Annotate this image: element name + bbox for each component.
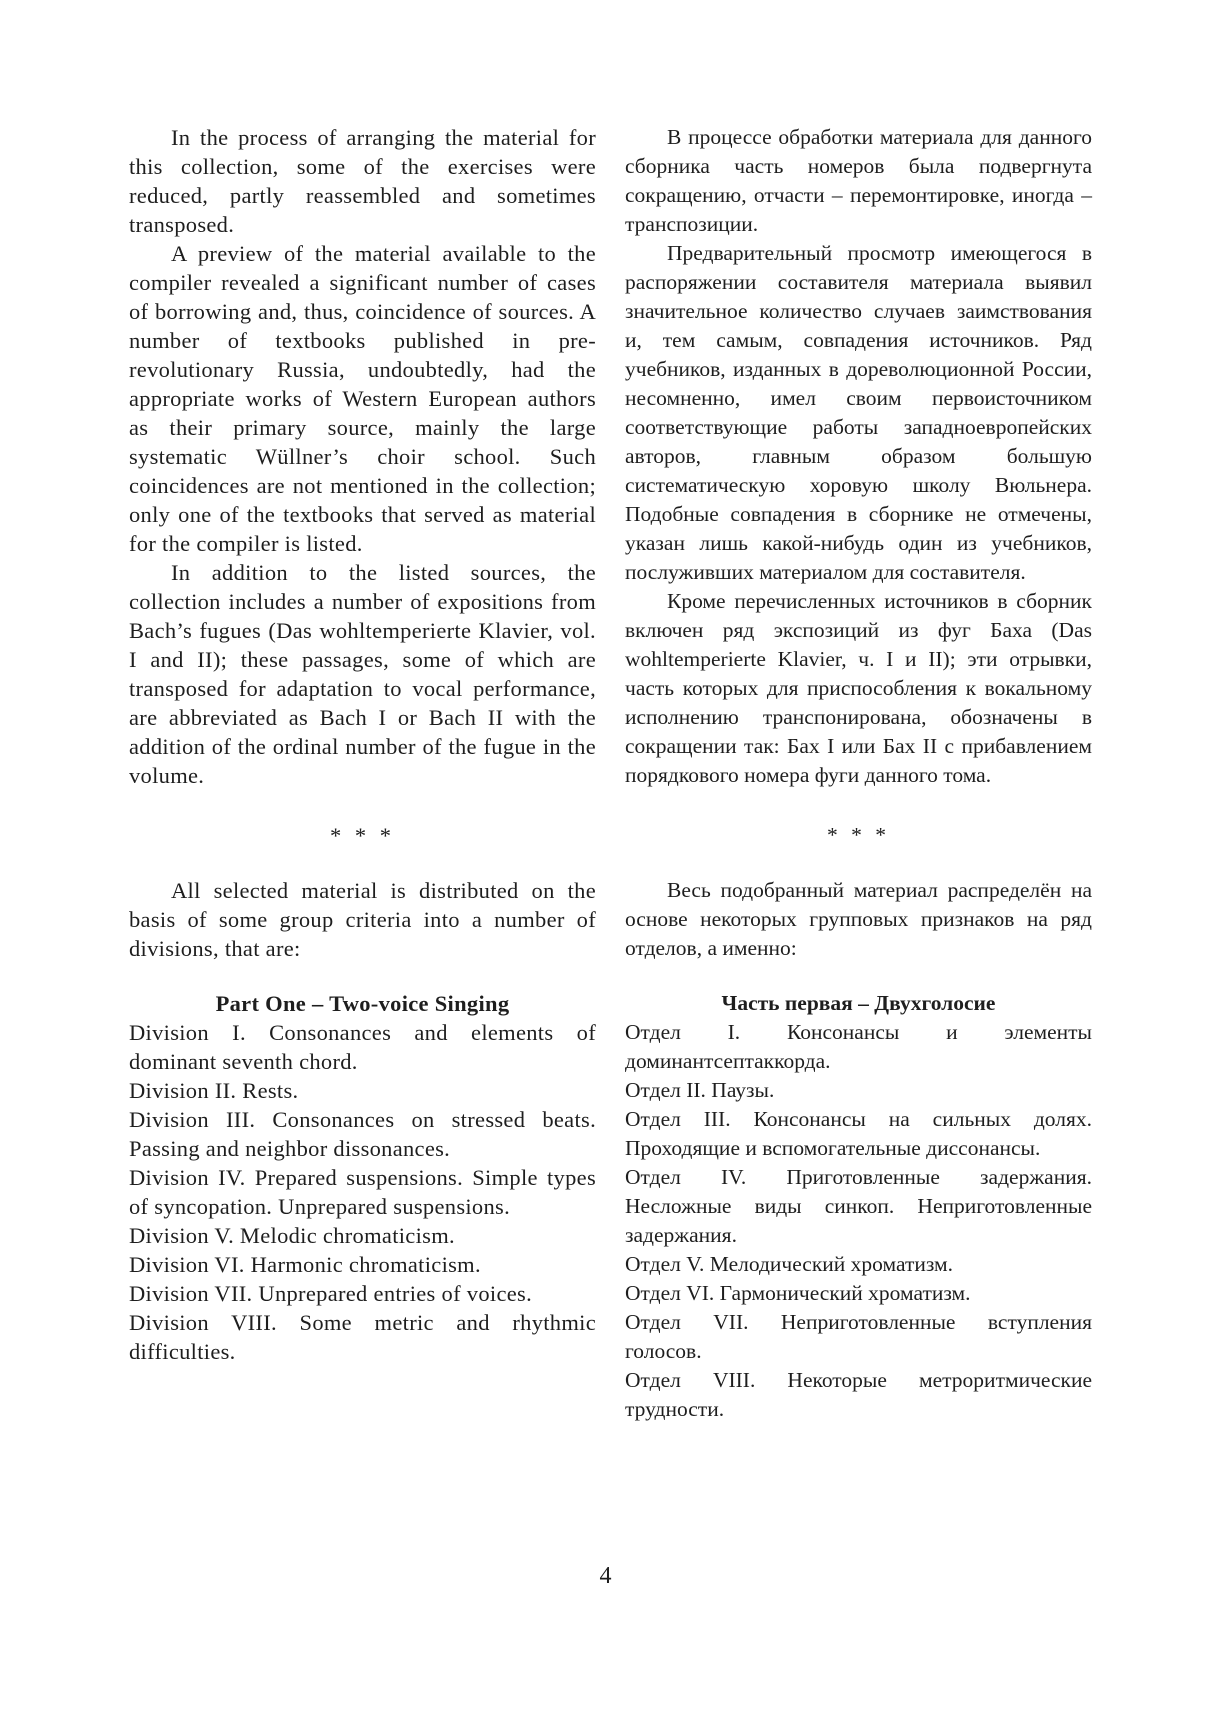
russian-part-title: Часть первая – Двухголосие (721, 991, 996, 1015)
russian-paragraph-2: Предварительный просмотр имеющегося в распоряжении составителя материала выявил значительное количество случаев заимствования и, тем самым, совпадения источников. Ряд учебников, изданных в дореволюционной России, несомненно, имел своим первоисточником соответствующие работы западноевропейских авторов, главным образом большую систематическую хоровую школу Вюльнера. Подобные совпадения в сборнике не отмечены, указан лишь какой-нибудь один из учебников, послуживших материалом для составителя. (625, 241, 1092, 584)
russian-separator: * * * (827, 823, 890, 847)
russian-intro: Весь подобранный материал распределён на основе некоторых групповых признаков на ряд отделов, а именно: (625, 878, 1092, 960)
russian-division-7: Отдел VII. Неприготовленные вступления голосов. (625, 1310, 1092, 1363)
russian-paragraph-1: В процессе обработки материала для данного сборника часть номеров была подвергнута сокращению, отчасти – перемонтировке, иногда – транспозиции. (625, 125, 1092, 236)
english-division-1: Division I. Consonances and elements of dominant seventh chord. (129, 1020, 596, 1074)
english-paragraph-1: In the process of arranging the material for this collection, some of the exercises were reduced, partly reassembled and sometimes transposed. (129, 125, 596, 237)
english-division-4: Division IV. Prepared suspensions. Simple types of syncopation. Unprepared suspensions. (129, 1165, 596, 1219)
english-intro: All selected material is distributed on the basis of some group criteria into a number of divisions, that are: (129, 878, 596, 961)
english-column (129, 123, 596, 1366)
russian-division-1: Отдел I. Консонансы и элементы доминантсептаккорда. (625, 1020, 1092, 1073)
english-paragraph-2: A preview of the material available to the compiler revealed a significant number of cases of borrowing and, thus, coincidence of sources. A number of textbooks published in pre-revolutionary Russia, undoubtedly, had the appropriate works of Western European authors as their primary source, mainly the large systematic Wüllner’s choir school. Such coincidences are not mentioned in the collection; only one of the textbooks that served as material for the compiler is listed. (129, 241, 596, 556)
russian-division-4: Отдел IV. Приготовленные задержания. Несложные виды синкоп. Неприготовленные задержания. (625, 1165, 1092, 1247)
english-division-5: Division V. Melodic chromaticism. (129, 1223, 455, 1248)
russian-division-2: Отдел II. Паузы. (625, 1078, 775, 1102)
english-division-8: Division VIII. Some metric and rhythmic difficulties. (129, 1310, 596, 1364)
russian-column (625, 123, 1092, 1424)
page-number: 4 (599, 1563, 612, 1589)
russian-division-3: Отдел III. Консонансы на сильных долях. Проходящие и вспомогательные диссонансы. (625, 1107, 1092, 1160)
english-division-7: Division VII. Unprepared entries of voices. (129, 1281, 533, 1306)
english-division-3: Division III. Consonances on stressed beats. Passing and neighbor dissonances. (129, 1107, 596, 1161)
english-division-2: Division II. Rests. (129, 1078, 299, 1103)
russian-paragraph-3: Кроме перечисленных источников в сборник включен ряд экспозиций из фуг Баха (Das wohltemperierte Klavier, ч. I и II); эти отрывки, часть которых для приспособления к вокальному исполнению транспонирована, обозначены в сокращении так: Бах I или Бах II с прибавлением порядкового номера фуги данного тома. (625, 589, 1092, 787)
english-division-6: Division VI. Harmonic chromaticism. (129, 1252, 481, 1277)
english-paragraph-3: In addition to the listed sources, the collection includes a number of expositions from Bach’s fugues (Das wohltemperierte Klavier, vol. I and II); these passages, some of which are transposed for adaptation to vocal performance, are abbreviated as Bach I or Bach II with the addition of the ordinal number of the fugue in the volume. (129, 560, 596, 788)
english-part-title: Part One – Two-voice Singing (215, 991, 510, 1016)
russian-division-8: Отдел VIII. Некоторые метроритмические трудности. (625, 1368, 1092, 1421)
english-separator: * * * (330, 823, 395, 848)
russian-division-6: Отдел VI. Гармонический хроматизм. (625, 1281, 971, 1305)
russian-division-5: Отдел V. Мелодический хроматизм. (625, 1252, 954, 1276)
